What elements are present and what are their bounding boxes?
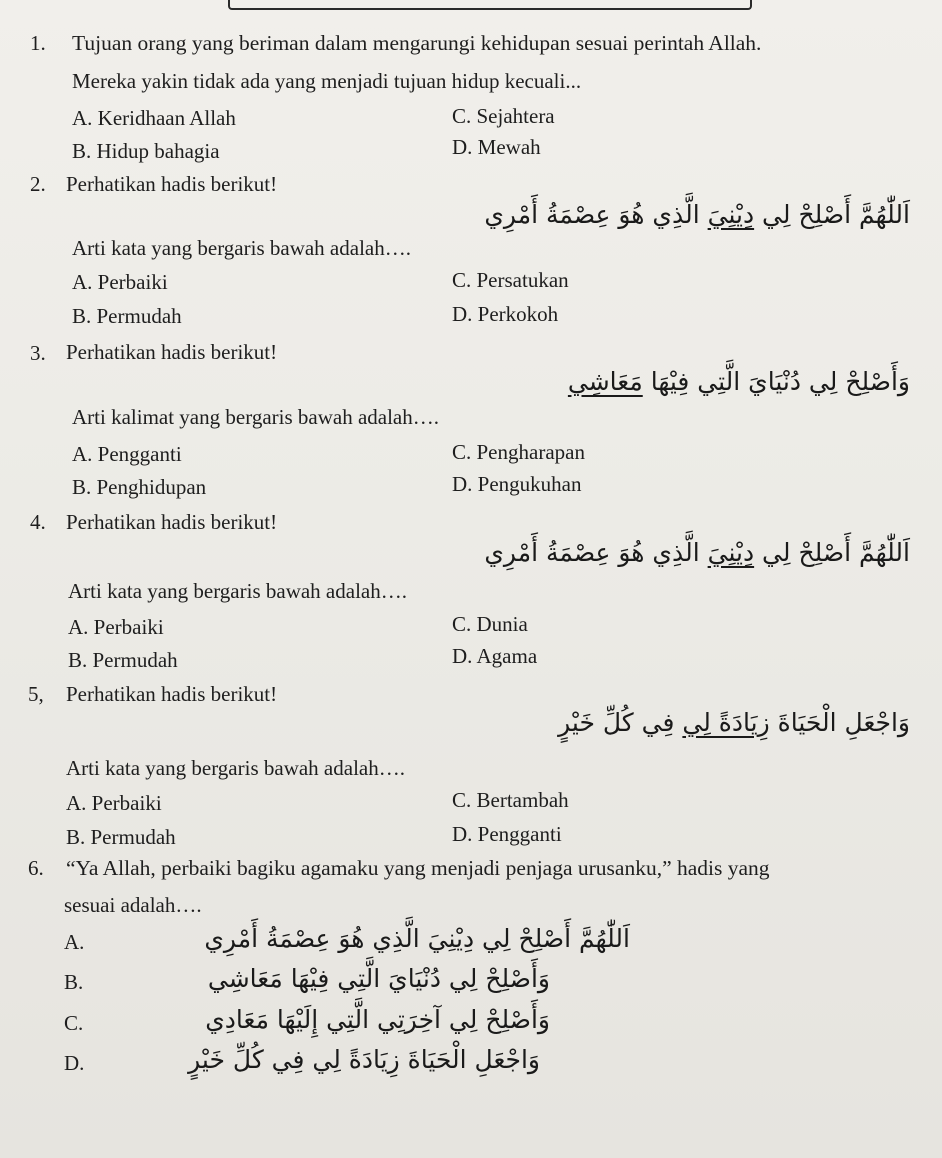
q4-option-d[interactable]: D. Agama bbox=[452, 644, 538, 668]
q4-arabic-post: الَّذِي هُوَ عِصْمَةُ أَمْرِي bbox=[484, 538, 708, 567]
q3-prompt: Perhatikan hadis berikut! bbox=[66, 340, 278, 364]
q6-option-c-arabic[interactable]: وَأَصْلِحْ لِي آخِرَتِي الَّتِي إِلَيْهَا مَعَادِي bbox=[205, 1005, 550, 1034]
q6-option-d-arabic[interactable]: وَاجْعَلِ الْحَيَاةَ زِيَادَةً لِي فِي كُلِّ خَيْرٍ bbox=[188, 1045, 540, 1074]
q2-option-b[interactable]: B. Permudah bbox=[72, 304, 182, 328]
q2-prompt: Perhatikan hadis berikut! bbox=[66, 172, 278, 196]
q3-option-b[interactable]: B. Penghidupan bbox=[72, 475, 207, 499]
q4-prompt: Perhatikan hadis berikut! bbox=[66, 510, 278, 534]
q5-option-d[interactable]: D. Pengganti bbox=[452, 822, 562, 846]
q1-option-a[interactable]: A. Keridhaan Allah bbox=[72, 106, 236, 130]
q3-arabic-underlined: مَعَاشِي bbox=[567, 367, 643, 396]
q3-option-a[interactable]: A. Pengganti bbox=[72, 442, 182, 466]
q1-text-line2: Mereka yakin tidak ada yang menjadi tujuan hidup kecuali... bbox=[72, 69, 582, 93]
q5-option-b[interactable]: B. Permudah bbox=[66, 825, 176, 849]
q4-option-a[interactable]: A. Perbaiki bbox=[68, 615, 164, 639]
q2-option-a[interactable]: A. Perbaiki bbox=[72, 270, 168, 294]
q6-option-b-label[interactable]: B. bbox=[64, 970, 84, 994]
q4-hadith-arabic bbox=[484, 538, 910, 567]
q5-hadith-arabic bbox=[558, 708, 910, 737]
q2-number: 2. bbox=[30, 172, 46, 196]
q2-option-d[interactable]: D. Perkokoh bbox=[452, 302, 559, 326]
q3-hadith-arabic bbox=[568, 367, 910, 396]
q1-option-d[interactable]: D. Mewah bbox=[452, 135, 541, 159]
q5-prompt: Perhatikan hadis berikut! bbox=[66, 682, 278, 706]
q6-text-line1: “Ya Allah, perbaiki bagiku agamaku yang menjadi penjaga urusanku,” hadis yang bbox=[66, 856, 770, 880]
q5-number: 5, bbox=[28, 682, 44, 706]
q3-option-c[interactable]: C. Pengharapan bbox=[452, 440, 585, 464]
q2-option-c[interactable]: C. Persatukan bbox=[452, 268, 569, 292]
q6-text-line2: sesuai adalah…. bbox=[64, 893, 202, 917]
q6-option-c-label[interactable]: C. bbox=[64, 1011, 84, 1035]
q6-option-b-arabic[interactable]: وَأَصْلِحْ لِي دُنْيَايَ الَّتِي فِيْهَا مَعَاشِي bbox=[207, 964, 550, 993]
q5-option-c[interactable]: C. Bertambah bbox=[452, 788, 569, 812]
q6-option-a-arabic[interactable]: اَللّٰهُمَّ أَصْلِحْ لِي دِيْنِيَ الَّذِي هُوَ عِصْمَةُ أَمْرِي bbox=[204, 924, 630, 953]
q4-option-b[interactable]: B. Permudah bbox=[68, 648, 178, 672]
q4-number: 4. bbox=[30, 510, 46, 534]
q2-arabic-pre: اَللّٰهُمَّ أَصْلِحْ لِي bbox=[754, 200, 910, 229]
q1-text-line1: Tujuan orang yang beriman dalam mengarungi kehidupan sesuai perintah Allah. bbox=[72, 31, 762, 55]
q5-arabic-underlined: زِيَادَةً لِي bbox=[682, 708, 770, 737]
q6-number: 6. bbox=[28, 856, 44, 880]
q1-option-b[interactable]: B. Hidup bahagia bbox=[72, 139, 220, 163]
q6-option-a-label[interactable]: A. bbox=[64, 930, 85, 954]
q2-hadith-arabic bbox=[484, 200, 910, 229]
q2-question: Arti kata yang bergaris bawah adalah…. bbox=[72, 236, 411, 260]
q5-arabic-post: فِي كُلِّ خَيْرٍ bbox=[558, 708, 683, 737]
q3-number: 3. bbox=[30, 341, 46, 365]
q4-option-c[interactable]: C. Dunia bbox=[452, 612, 528, 636]
q5-option-a[interactable]: A. Perbaiki bbox=[66, 791, 162, 815]
q1-number: 1. bbox=[30, 31, 46, 55]
q4-arabic-pre: اَللّٰهُمَّ أَصْلِحْ لِي bbox=[754, 538, 910, 567]
top-border-line bbox=[228, 0, 752, 10]
q3-question: Arti kalimat yang bergaris bawah adalah…. bbox=[72, 405, 439, 429]
q4-question: Arti kata yang bergaris bawah adalah…. bbox=[68, 579, 407, 603]
q6-option-d-label[interactable]: D. bbox=[64, 1051, 85, 1075]
q5-arabic-pre: وَاجْعَلِ الْحَيَاةَ bbox=[769, 708, 910, 737]
q3-arabic-pre: وَأَصْلِحْ لِي دُنْيَايَ الَّتِي فِيْهَا bbox=[642, 367, 910, 396]
q4-arabic-underlined: دِيْنِيَ bbox=[707, 538, 755, 567]
q1-option-c[interactable]: C. Sejahtera bbox=[452, 104, 555, 128]
q3-option-d[interactable]: D. Pengukuhan bbox=[452, 472, 582, 496]
q5-question: Arti kata yang bergaris bawah adalah…. bbox=[66, 756, 405, 780]
q2-arabic-underlined: دِيْنِيَ bbox=[707, 200, 755, 229]
q2-arabic-post: الَّذِي هُوَ عِصْمَةُ أَمْرِي bbox=[484, 200, 708, 229]
